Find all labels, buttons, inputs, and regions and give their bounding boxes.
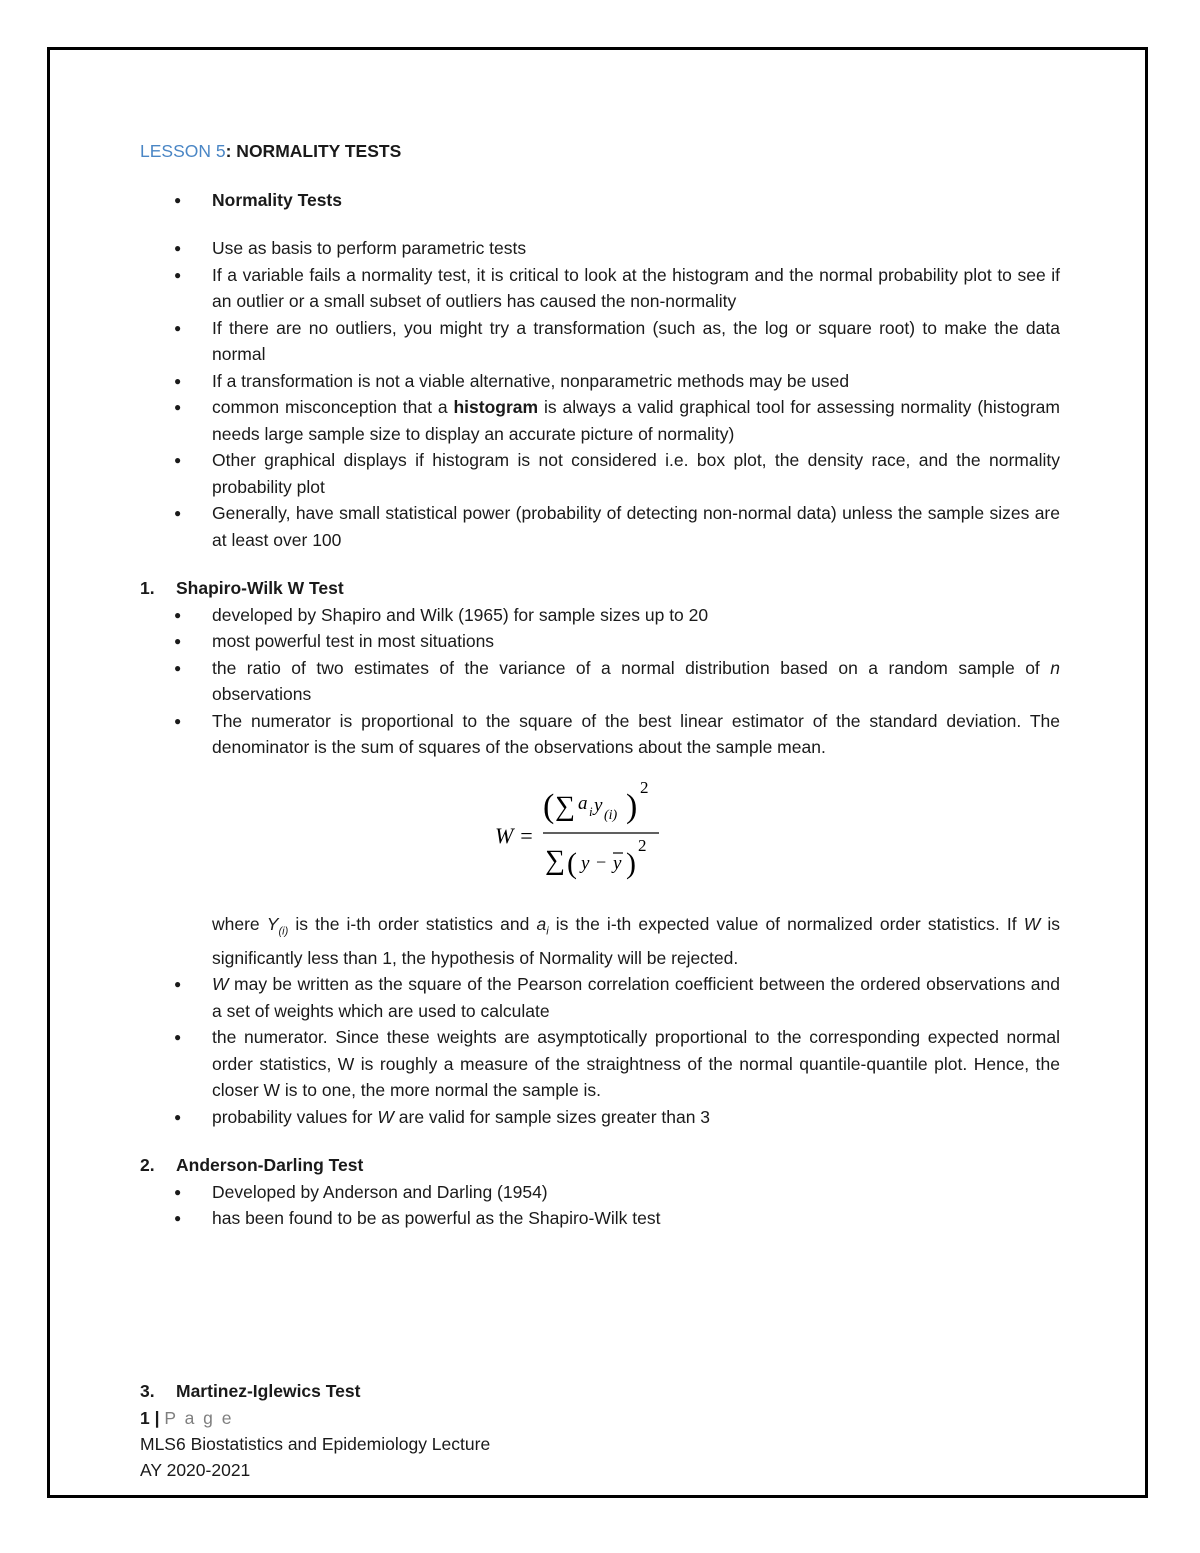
section2-list bbox=[140, 1179, 1060, 1232]
svg-text:2: 2 bbox=[638, 835, 647, 855]
section-heading: 1. Shapiro-Wilk W Test bbox=[140, 578, 344, 598]
svg-text:2: 2 bbox=[640, 777, 649, 797]
formula-explanation: where $Y_{(i)}$ is the i-th order statistics and $a_i$ is the i-th expected value of normalized order statistics. If W is significantly less than 1, the hypothesis of Normality will be rejected. bbox=[212, 913, 1060, 968]
svg-text:(: ( bbox=[543, 787, 555, 825]
list-item: ● If there are no outliers, you might try a transformation (such as, the log or square root) to make the data normal bbox=[140, 315, 1060, 368]
section1-list-2 bbox=[140, 971, 1060, 1130]
list-item: ● the numerator. Since these weights are asymptotically proportional to the corresponding expected normal order statistics, W is roughly a measure of the straightness of the normal quantile-quantile plot. Hence, the closer W is to one, the more normal the sample is. bbox=[140, 1024, 1060, 1104]
svg-text:y: y bbox=[581, 852, 590, 874]
page-footer bbox=[140, 1405, 490, 1483]
list-item: ● The numerator is proportional to the square of the best linear estimator of the standard deviation. The denominator is the sum of squares of the observations about the sample mean. bbox=[140, 708, 1060, 761]
svg-text:a: a bbox=[578, 792, 588, 814]
list-item: ● If a transformation is not a viable alternative, nonparametric methods may be used bbox=[140, 368, 1060, 395]
section-heading: 3. Martinez-Iglewics Test bbox=[140, 1381, 361, 1401]
svg-text:y: y bbox=[613, 852, 622, 874]
list-item: ● Other graphical displays if histogram is not considered i.e. box plot, the density race, and the normality probability plot bbox=[140, 447, 1060, 500]
sum-symbol: ∑ bbox=[545, 844, 565, 876]
formula-graphic bbox=[495, 773, 735, 893]
page-number: 1 | P a g e bbox=[140, 1408, 234, 1428]
svg-text:): ) bbox=[626, 787, 638, 825]
svg-text:): ) bbox=[626, 846, 636, 880]
svg-text:i: i bbox=[589, 803, 593, 819]
list-item: ● Use as basis to perform parametric tests bbox=[140, 235, 1060, 262]
list-item: ● probability values for W are valid for sample sizes greater than 3 bbox=[140, 1104, 1060, 1131]
lesson-number: LESSON 5 bbox=[140, 141, 226, 161]
formula-lhs: W = bbox=[495, 822, 534, 848]
section-heading: 2. Anderson-Darling Test bbox=[140, 1155, 364, 1175]
svg-text:(i): (i) bbox=[604, 807, 618, 823]
list-item: ● W may be written as the square of the Pearson correlation coefficient between the ordered observations and a set of weights which are used to calculate bbox=[140, 971, 1060, 1024]
list-item: ● Generally, have small statistical power (probability of detecting non-normal data) unless the sample sizes are at least over 100 bbox=[140, 500, 1060, 553]
intro-list bbox=[140, 187, 1060, 554]
svg-text:(: ( bbox=[567, 846, 577, 880]
list-item: ● common misconception that a histogram is always a valid graphical tool for assessing normality (histogram needs large sample size to display an accurate picture of normality) bbox=[140, 394, 1060, 447]
sum-symbol: ∑ bbox=[555, 790, 575, 822]
list-item: ● developed by Shapiro and Wilk (1965) for sample sizes up to 20 bbox=[140, 602, 1060, 629]
list-item: ● most powerful test in most situations bbox=[140, 628, 1060, 655]
list-item: ● the ratio of two estimates of the variance of a normal distribution based on a random sample of n observations bbox=[140, 655, 1060, 708]
section1-list bbox=[140, 602, 1060, 761]
lesson-title: LESSON 5: NORMALITY TESTS bbox=[140, 141, 402, 161]
shapiro-wilk-formula bbox=[140, 761, 1060, 911]
course-name: MLS6 Biostatistics and Epidemiology Lecture bbox=[140, 1434, 491, 1454]
svg-text:−: − bbox=[596, 851, 607, 872]
list-item: ● If a variable fails a normality test, it is critical to look at the histogram and the normal probability plot to see if an outlier or a small subset of outliers has caused the non-normality bbox=[140, 262, 1060, 315]
list-item: ● has been found to be as powerful as the Shapiro-Wilk test bbox=[140, 1205, 1060, 1232]
document-body bbox=[140, 138, 1060, 1232]
list-item: ● Normality Tests bbox=[140, 187, 1060, 214]
svg-text:y: y bbox=[594, 794, 603, 816]
list-item: ● Developed by Anderson and Darling (1954) bbox=[140, 1179, 1060, 1206]
academic-year: AY 2020-2021 bbox=[140, 1460, 251, 1480]
